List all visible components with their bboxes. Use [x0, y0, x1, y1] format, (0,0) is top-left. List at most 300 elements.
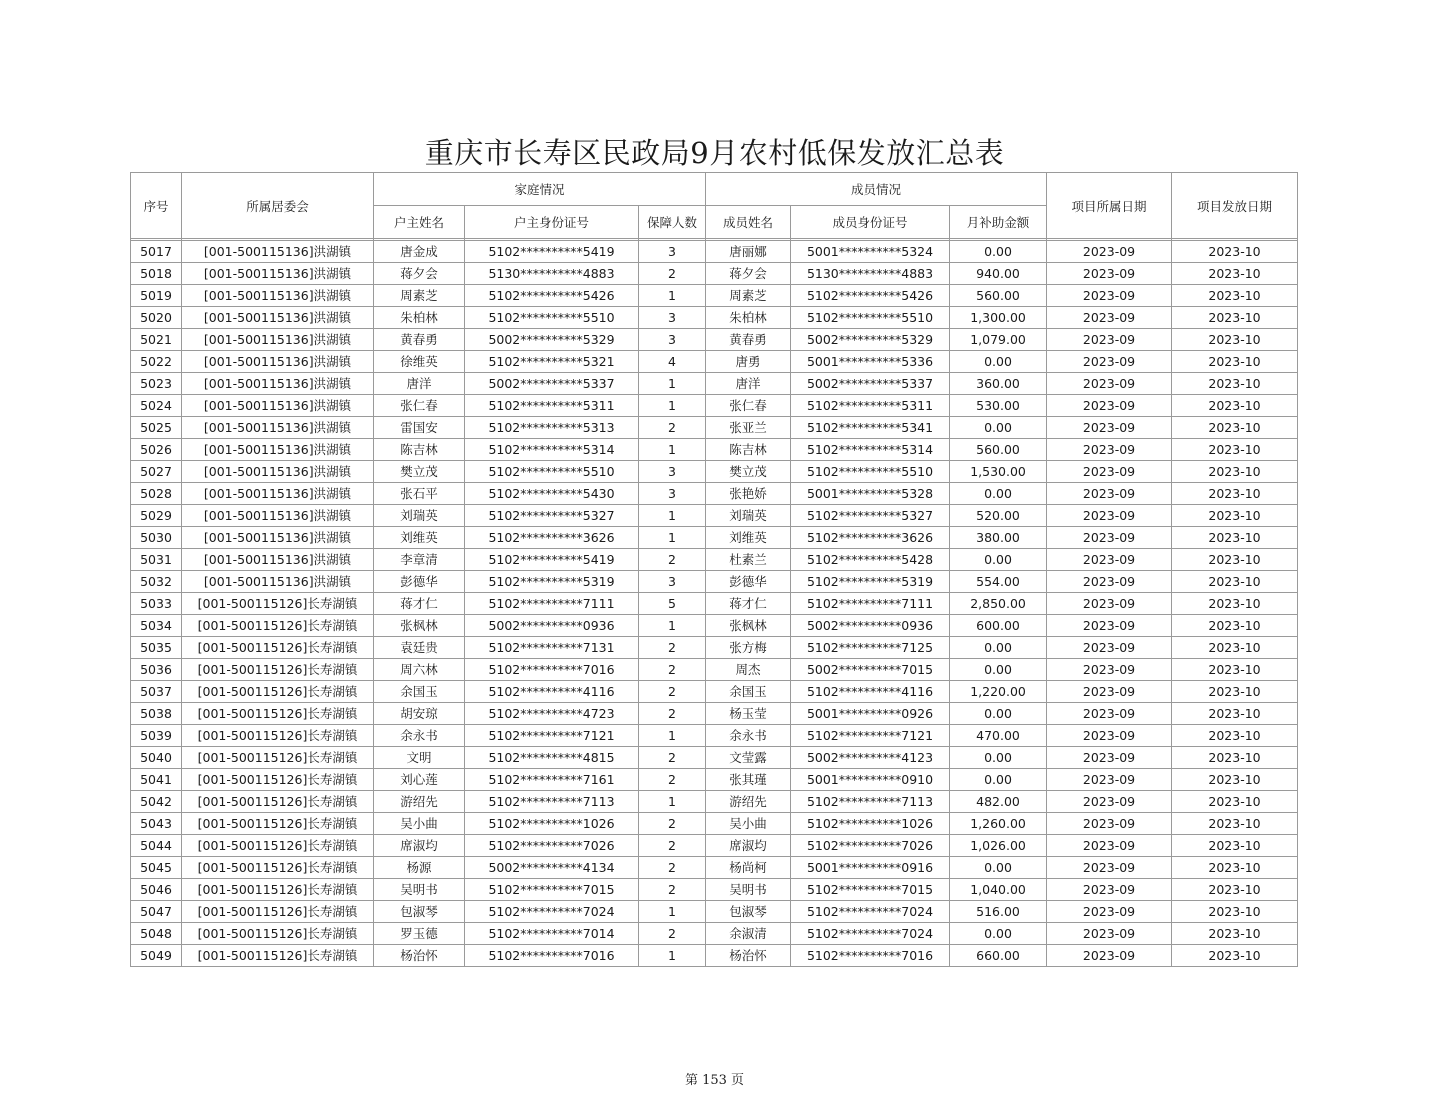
committee-cell: [001-500115126]长寿湖镇 [182, 945, 374, 967]
member-name-cell: 黄春勇 [706, 329, 791, 351]
head-id-cell: 5102**********7131 [465, 637, 639, 659]
seq-cell: 5029 [131, 505, 182, 527]
release-date-cell: 2023-10 [1172, 901, 1298, 923]
head-name-cell: 刘瑞英 [374, 505, 465, 527]
count-cell: 2 [639, 923, 706, 945]
project-date-cell: 2023-09 [1047, 637, 1172, 659]
head-id-cell: 5102**********5321 [465, 351, 639, 373]
release-date-cell: 2023-10 [1172, 945, 1298, 967]
table-row [131, 615, 1298, 637]
amount-cell: 2,850.00 [950, 593, 1047, 615]
committee-cell: [001-500115126]长寿湖镇 [182, 725, 374, 747]
project-date-cell: 2023-09 [1047, 329, 1172, 351]
header-head-name: 户主姓名 [374, 206, 465, 239]
table-row [131, 747, 1298, 769]
seq-cell: 5028 [131, 483, 182, 505]
member-name-cell: 吴明书 [706, 879, 791, 901]
count-cell: 2 [639, 659, 706, 681]
table-body [131, 241, 1298, 967]
amount-cell: 600.00 [950, 615, 1047, 637]
member-id-cell: 5102**********7111 [791, 593, 950, 615]
table-row [131, 307, 1298, 329]
count-cell: 1 [639, 285, 706, 307]
member-name-cell: 朱柏林 [706, 307, 791, 329]
project-date-cell: 2023-09 [1047, 461, 1172, 483]
member-id-cell: 5001**********5328 [791, 483, 950, 505]
header-committee: 所属居委会 [182, 173, 374, 239]
project-date-cell: 2023-09 [1047, 439, 1172, 461]
header-head-id: 户主身份证号 [465, 206, 639, 239]
committee-cell: [001-500115136]洪湖镇 [182, 549, 374, 571]
table-row [131, 439, 1298, 461]
head-id-cell: 5002**********5329 [465, 329, 639, 351]
table-row [131, 879, 1298, 901]
member-name-cell: 张仁春 [706, 395, 791, 417]
project-date-cell: 2023-09 [1047, 835, 1172, 857]
member-name-cell: 游绍先 [706, 791, 791, 813]
table-row [131, 901, 1298, 923]
header-member-name: 成员姓名 [706, 206, 791, 239]
header-release-date: 项目发放日期 [1172, 173, 1298, 239]
count-cell: 2 [639, 549, 706, 571]
release-date-cell: 2023-10 [1172, 703, 1298, 725]
head-id-cell: 5102**********7024 [465, 901, 639, 923]
project-date-cell: 2023-09 [1047, 813, 1172, 835]
seq-cell: 5032 [131, 571, 182, 593]
member-id-cell: 5001**********0910 [791, 769, 950, 791]
release-date-cell: 2023-10 [1172, 439, 1298, 461]
head-name-cell: 罗玉德 [374, 923, 465, 945]
member-id-cell: 5102**********5426 [791, 285, 950, 307]
table-row [131, 681, 1298, 703]
amount-cell: 1,530.00 [950, 461, 1047, 483]
member-id-cell: 5002**********7015 [791, 659, 950, 681]
member-name-cell: 杨玉莹 [706, 703, 791, 725]
head-name-cell: 周素芝 [374, 285, 465, 307]
release-date-cell: 2023-10 [1172, 241, 1298, 263]
committee-cell: [001-500115136]洪湖镇 [182, 285, 374, 307]
header-member-id: 成员身份证号 [791, 206, 950, 239]
seq-cell: 5046 [131, 879, 182, 901]
member-name-cell: 杨治怀 [706, 945, 791, 967]
seq-cell: 5024 [131, 395, 182, 417]
count-cell: 2 [639, 417, 706, 439]
seq-cell: 5023 [131, 373, 182, 395]
member-name-cell: 周杰 [706, 659, 791, 681]
head-id-cell: 5102**********7016 [465, 945, 639, 967]
member-name-cell: 唐洋 [706, 373, 791, 395]
head-id-cell: 5102**********5510 [465, 461, 639, 483]
amount-cell: 520.00 [950, 505, 1047, 527]
amount-cell: 0.00 [950, 483, 1047, 505]
count-cell: 1 [639, 395, 706, 417]
head-name-cell: 陈吉林 [374, 439, 465, 461]
member-id-cell: 5102**********1026 [791, 813, 950, 835]
committee-cell: [001-500115126]长寿湖镇 [182, 637, 374, 659]
amount-cell: 1,040.00 [950, 879, 1047, 901]
member-name-cell: 文莹露 [706, 747, 791, 769]
amount-cell: 0.00 [950, 769, 1047, 791]
count-cell: 2 [639, 835, 706, 857]
member-id-cell: 5102**********7026 [791, 835, 950, 857]
release-date-cell: 2023-10 [1172, 835, 1298, 857]
table-row [131, 351, 1298, 373]
project-date-cell: 2023-09 [1047, 901, 1172, 923]
table-row [131, 263, 1298, 285]
release-date-cell: 2023-10 [1172, 725, 1298, 747]
member-id-cell: 5102**********5510 [791, 461, 950, 483]
count-cell: 3 [639, 571, 706, 593]
project-date-cell: 2023-09 [1047, 615, 1172, 637]
head-id-cell: 5102**********5327 [465, 505, 639, 527]
member-id-cell: 5102**********4116 [791, 681, 950, 703]
head-name-cell: 张石平 [374, 483, 465, 505]
release-date-cell: 2023-10 [1172, 637, 1298, 659]
amount-cell: 1,260.00 [950, 813, 1047, 835]
count-cell: 2 [639, 747, 706, 769]
amount-cell: 0.00 [950, 703, 1047, 725]
header-seq: 序号 [131, 173, 182, 239]
table-row [131, 769, 1298, 791]
count-cell: 2 [639, 813, 706, 835]
release-date-cell: 2023-10 [1172, 307, 1298, 329]
member-id-cell: 5102**********5510 [791, 307, 950, 329]
committee-cell: [001-500115126]长寿湖镇 [182, 681, 374, 703]
head-id-cell: 5102**********3626 [465, 527, 639, 549]
committee-cell: [001-500115126]长寿湖镇 [182, 813, 374, 835]
member-id-cell: 5001**********0926 [791, 703, 950, 725]
header-monthly-amount: 月补助金额 [950, 206, 1047, 239]
head-name-cell: 吴明书 [374, 879, 465, 901]
table-row [131, 285, 1298, 307]
member-name-cell: 包淑琴 [706, 901, 791, 923]
release-date-cell: 2023-10 [1172, 505, 1298, 527]
head-id-cell: 5102**********5426 [465, 285, 639, 307]
amount-cell: 1,300.00 [950, 307, 1047, 329]
project-date-cell: 2023-09 [1047, 791, 1172, 813]
seq-cell: 5030 [131, 527, 182, 549]
count-cell: 1 [639, 373, 706, 395]
member-name-cell: 张方梅 [706, 637, 791, 659]
committee-cell: [001-500115126]长寿湖镇 [182, 791, 374, 813]
committee-cell: [001-500115126]长寿湖镇 [182, 659, 374, 681]
member-name-cell: 张亚兰 [706, 417, 791, 439]
seq-cell: 5038 [131, 703, 182, 725]
seq-cell: 5025 [131, 417, 182, 439]
seq-cell: 5022 [131, 351, 182, 373]
count-cell: 2 [639, 263, 706, 285]
table-row [131, 373, 1298, 395]
seq-cell: 5019 [131, 285, 182, 307]
release-date-cell: 2023-10 [1172, 879, 1298, 901]
head-id-cell: 5102**********7161 [465, 769, 639, 791]
seq-cell: 5017 [131, 241, 182, 263]
head-id-cell: 5002**********5337 [465, 373, 639, 395]
release-date-cell: 2023-10 [1172, 395, 1298, 417]
release-date-cell: 2023-10 [1172, 263, 1298, 285]
seq-cell: 5027 [131, 461, 182, 483]
member-name-cell: 杜素兰 [706, 549, 791, 571]
head-id-cell: 5102**********1026 [465, 813, 639, 835]
head-id-cell: 5102**********5419 [465, 241, 639, 263]
committee-cell: [001-500115136]洪湖镇 [182, 461, 374, 483]
committee-cell: [001-500115136]洪湖镇 [182, 241, 374, 263]
table-row [131, 395, 1298, 417]
table-row [131, 945, 1298, 967]
member-id-cell: 5130**********4883 [791, 263, 950, 285]
table-row [131, 571, 1298, 593]
release-date-cell: 2023-10 [1172, 549, 1298, 571]
head-name-cell: 吴小曲 [374, 813, 465, 835]
release-date-cell: 2023-10 [1172, 351, 1298, 373]
seq-cell: 5048 [131, 923, 182, 945]
head-name-cell: 袁廷贵 [374, 637, 465, 659]
head-name-cell: 周六林 [374, 659, 465, 681]
member-id-cell: 5102**********5341 [791, 417, 950, 439]
amount-cell: 380.00 [950, 527, 1047, 549]
committee-cell: [001-500115136]洪湖镇 [182, 373, 374, 395]
committee-cell: [001-500115136]洪湖镇 [182, 395, 374, 417]
count-cell: 2 [639, 637, 706, 659]
member-name-cell: 刘维英 [706, 527, 791, 549]
table-row [131, 417, 1298, 439]
release-date-cell: 2023-10 [1172, 791, 1298, 813]
member-name-cell: 席淑均 [706, 835, 791, 857]
project-date-cell: 2023-09 [1047, 659, 1172, 681]
head-name-cell: 彭德华 [374, 571, 465, 593]
head-name-cell: 刘维英 [374, 527, 465, 549]
member-name-cell: 杨尚柯 [706, 857, 791, 879]
head-name-cell: 张仁春 [374, 395, 465, 417]
amount-cell: 530.00 [950, 395, 1047, 417]
member-id-cell: 5102**********7015 [791, 879, 950, 901]
member-name-cell: 刘瑞英 [706, 505, 791, 527]
committee-cell: [001-500115126]长寿湖镇 [182, 901, 374, 923]
member-id-cell: 5102**********7024 [791, 923, 950, 945]
member-id-cell: 5102**********5319 [791, 571, 950, 593]
seq-cell: 5041 [131, 769, 182, 791]
member-id-cell: 5002**********4123 [791, 747, 950, 769]
header-count: 保障人数 [639, 206, 706, 239]
project-date-cell: 2023-09 [1047, 703, 1172, 725]
member-id-cell: 5102**********7024 [791, 901, 950, 923]
amount-cell: 0.00 [950, 549, 1047, 571]
committee-cell: [001-500115126]长寿湖镇 [182, 879, 374, 901]
amount-cell: 482.00 [950, 791, 1047, 813]
project-date-cell: 2023-09 [1047, 263, 1172, 285]
committee-cell: [001-500115126]长寿湖镇 [182, 769, 374, 791]
project-date-cell: 2023-09 [1047, 857, 1172, 879]
project-date-cell: 2023-09 [1047, 945, 1172, 967]
committee-cell: [001-500115126]长寿湖镇 [182, 703, 374, 725]
amount-cell: 560.00 [950, 439, 1047, 461]
table-row [131, 835, 1298, 857]
head-name-cell: 李章清 [374, 549, 465, 571]
seq-cell: 5039 [131, 725, 182, 747]
member-name-cell: 蒋夕会 [706, 263, 791, 285]
table-row [131, 813, 1298, 835]
seq-cell: 5043 [131, 813, 182, 835]
table-row [131, 241, 1298, 263]
head-id-cell: 5102**********4723 [465, 703, 639, 725]
member-name-cell: 周素芝 [706, 285, 791, 307]
seq-cell: 5045 [131, 857, 182, 879]
table-row [131, 461, 1298, 483]
project-date-cell: 2023-09 [1047, 373, 1172, 395]
committee-cell: [001-500115136]洪湖镇 [182, 351, 374, 373]
amount-cell: 660.00 [950, 945, 1047, 967]
table-row [131, 593, 1298, 615]
release-date-cell: 2023-10 [1172, 461, 1298, 483]
member-id-cell: 5002**********5337 [791, 373, 950, 395]
table-row [131, 923, 1298, 945]
member-name-cell: 余永书 [706, 725, 791, 747]
committee-cell: [001-500115136]洪湖镇 [182, 571, 374, 593]
count-cell: 5 [639, 593, 706, 615]
count-cell: 2 [639, 857, 706, 879]
member-id-cell: 5002**********5329 [791, 329, 950, 351]
committee-cell: [001-500115126]长寿湖镇 [182, 593, 374, 615]
head-id-cell: 5102**********7111 [465, 593, 639, 615]
count-cell: 2 [639, 703, 706, 725]
seq-cell: 5026 [131, 439, 182, 461]
seq-cell: 5042 [131, 791, 182, 813]
release-date-cell: 2023-10 [1172, 769, 1298, 791]
head-name-cell: 游绍先 [374, 791, 465, 813]
count-cell: 2 [639, 879, 706, 901]
head-name-cell: 樊立茂 [374, 461, 465, 483]
table-row [131, 857, 1298, 879]
page-title: 重庆市长寿区民政局9月农村低保发放汇总表 [424, 136, 1005, 170]
member-name-cell: 樊立茂 [706, 461, 791, 483]
project-date-cell: 2023-09 [1047, 285, 1172, 307]
table-row [131, 703, 1298, 725]
member-id-cell: 5102**********5311 [791, 395, 950, 417]
project-date-cell: 2023-09 [1047, 527, 1172, 549]
release-date-cell: 2023-10 [1172, 681, 1298, 703]
count-cell: 1 [639, 505, 706, 527]
member-name-cell: 张枫林 [706, 615, 791, 637]
count-cell: 2 [639, 681, 706, 703]
release-date-cell: 2023-10 [1172, 747, 1298, 769]
head-id-cell: 5102**********5430 [465, 483, 639, 505]
head-name-cell: 杨治怀 [374, 945, 465, 967]
table-row [131, 725, 1298, 747]
head-name-cell: 杨源 [374, 857, 465, 879]
seq-cell: 5047 [131, 901, 182, 923]
committee-cell: [001-500115136]洪湖镇 [182, 527, 374, 549]
project-date-cell: 2023-09 [1047, 307, 1172, 329]
member-name-cell: 唐勇 [706, 351, 791, 373]
amount-cell: 0.00 [950, 417, 1047, 439]
committee-cell: [001-500115126]长寿湖镇 [182, 835, 374, 857]
head-name-cell: 黄春勇 [374, 329, 465, 351]
head-name-cell: 徐维英 [374, 351, 465, 373]
project-date-cell: 2023-09 [1047, 593, 1172, 615]
page-number: 第 153 页 [684, 1073, 745, 1088]
project-date-cell: 2023-09 [1047, 351, 1172, 373]
member-id-cell: 5102**********7121 [791, 725, 950, 747]
head-name-cell: 唐洋 [374, 373, 465, 395]
relief-summary-table [130, 172, 1298, 967]
amount-cell: 360.00 [950, 373, 1047, 395]
head-id-cell: 5102**********7015 [465, 879, 639, 901]
table-row [131, 637, 1298, 659]
count-cell: 1 [639, 439, 706, 461]
table-row [131, 791, 1298, 813]
project-date-cell: 2023-09 [1047, 725, 1172, 747]
committee-cell: [001-500115136]洪湖镇 [182, 329, 374, 351]
header-row-top [131, 173, 1298, 206]
amount-cell: 0.00 [950, 857, 1047, 879]
release-date-cell: 2023-10 [1172, 813, 1298, 835]
table-row [131, 527, 1298, 549]
member-name-cell: 唐丽娜 [706, 241, 791, 263]
head-name-cell: 唐金成 [374, 241, 465, 263]
head-id-cell: 5102**********5510 [465, 307, 639, 329]
amount-cell: 0.00 [950, 659, 1047, 681]
project-date-cell: 2023-09 [1047, 923, 1172, 945]
amount-cell: 554.00 [950, 571, 1047, 593]
member-id-cell: 5102**********7113 [791, 791, 950, 813]
amount-cell: 940.00 [950, 263, 1047, 285]
committee-cell: [001-500115126]长寿湖镇 [182, 747, 374, 769]
head-name-cell: 刘心莲 [374, 769, 465, 791]
member-name-cell: 陈吉林 [706, 439, 791, 461]
amount-cell: 0.00 [950, 637, 1047, 659]
count-cell: 4 [639, 351, 706, 373]
count-cell: 3 [639, 461, 706, 483]
seq-cell: 5021 [131, 329, 182, 351]
member-id-cell: 5001**********5336 [791, 351, 950, 373]
header-project-date: 项目所属日期 [1047, 173, 1172, 239]
count-cell: 1 [639, 615, 706, 637]
table-row [131, 329, 1298, 351]
member-id-cell: 5001**********5324 [791, 241, 950, 263]
table-row [131, 549, 1298, 571]
release-date-cell: 2023-10 [1172, 373, 1298, 395]
head-id-cell: 5130**********4883 [465, 263, 639, 285]
count-cell: 2 [639, 769, 706, 791]
member-name-cell: 张其瑾 [706, 769, 791, 791]
project-date-cell: 2023-09 [1047, 549, 1172, 571]
head-id-cell: 5102**********7121 [465, 725, 639, 747]
amount-cell: 1,220.00 [950, 681, 1047, 703]
seq-cell: 5020 [131, 307, 182, 329]
member-name-cell: 蒋才仁 [706, 593, 791, 615]
head-id-cell: 5002**********0936 [465, 615, 639, 637]
amount-cell: 470.00 [950, 725, 1047, 747]
seq-cell: 5037 [131, 681, 182, 703]
member-id-cell: 5102**********7125 [791, 637, 950, 659]
member-name-cell: 彭德华 [706, 571, 791, 593]
head-id-cell: 5002**********4134 [465, 857, 639, 879]
head-name-cell: 蒋才仁 [374, 593, 465, 615]
header-member-group: 成员情况 [706, 173, 1047, 206]
release-date-cell: 2023-10 [1172, 527, 1298, 549]
committee-cell: [001-500115126]长寿湖镇 [182, 615, 374, 637]
member-id-cell: 5102**********7016 [791, 945, 950, 967]
committee-cell: [001-500115126]长寿湖镇 [182, 923, 374, 945]
committee-cell: [001-500115136]洪湖镇 [182, 439, 374, 461]
amount-cell: 0.00 [950, 351, 1047, 373]
count-cell: 3 [639, 329, 706, 351]
project-date-cell: 2023-09 [1047, 417, 1172, 439]
amount-cell: 0.00 [950, 923, 1047, 945]
head-id-cell: 5102**********7016 [465, 659, 639, 681]
count-cell: 1 [639, 725, 706, 747]
release-date-cell: 2023-10 [1172, 329, 1298, 351]
